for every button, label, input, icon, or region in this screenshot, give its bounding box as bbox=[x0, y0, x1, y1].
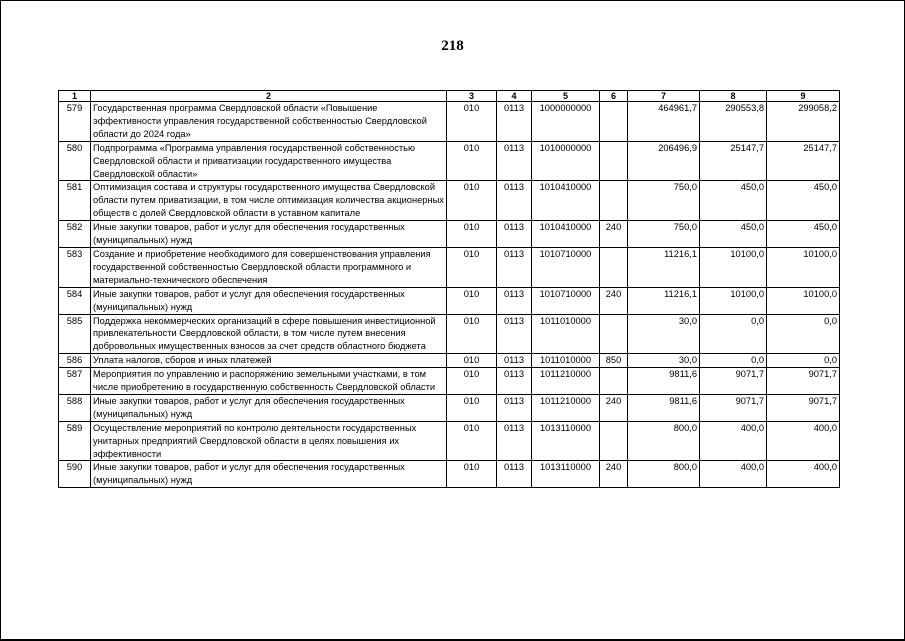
row-section-code: 0113 bbox=[497, 287, 532, 314]
row-ministry-code: 010 bbox=[447, 421, 497, 461]
row-ministry-code: 010 bbox=[447, 461, 497, 488]
row-ministry-code: 010 bbox=[447, 247, 497, 287]
row-ministry-code: 010 bbox=[447, 314, 497, 354]
table-row bbox=[59, 247, 840, 287]
row-expense-type-code bbox=[600, 102, 628, 142]
row-amount-col-8: 0,0 bbox=[700, 354, 767, 368]
row-number: 580 bbox=[59, 141, 91, 181]
row-ministry-code: 010 bbox=[447, 394, 497, 421]
row-expense-type-code: 240 bbox=[600, 287, 628, 314]
row-description: Создание и приобретение необходимого для совершенствования управления государственной собственностью Свердловской области программного и материально-технического обеспечения bbox=[91, 247, 447, 287]
row-target-article-code: 1010710000 bbox=[532, 287, 600, 314]
header-col-9: 9 bbox=[767, 91, 840, 102]
row-amount-col-9: 299058,2 bbox=[767, 102, 840, 142]
row-amount-col-8: 10100,0 bbox=[700, 247, 767, 287]
row-amount-col-7: 9811,6 bbox=[628, 368, 700, 395]
row-amount-col-8: 450,0 bbox=[700, 181, 767, 221]
row-number: 590 bbox=[59, 461, 91, 488]
row-section-code: 0113 bbox=[497, 421, 532, 461]
row-amount-col-8: 290553,8 bbox=[700, 102, 767, 142]
row-amount-col-7: 11216,1 bbox=[628, 247, 700, 287]
row-ministry-code: 010 bbox=[447, 287, 497, 314]
row-expense-type-code bbox=[600, 314, 628, 354]
row-amount-col-8: 25147,7 bbox=[700, 141, 767, 181]
row-ministry-code: 010 bbox=[447, 221, 497, 248]
row-expense-type-code bbox=[600, 368, 628, 395]
table-row bbox=[59, 287, 840, 314]
row-number: 581 bbox=[59, 181, 91, 221]
table-body bbox=[59, 102, 840, 488]
row-amount-col-7: 750,0 bbox=[628, 221, 700, 248]
row-amount-col-9: 0,0 bbox=[767, 314, 840, 354]
row-description: Иные закупки товаров, работ и услуг для обеспечения государственных (муниципальных) нужд bbox=[91, 394, 447, 421]
header-col-1: 1 bbox=[59, 91, 91, 102]
row-expense-type-code bbox=[600, 141, 628, 181]
row-target-article-code: 1010410000 bbox=[532, 181, 600, 221]
header-col-3: 3 bbox=[447, 91, 497, 102]
table-row bbox=[59, 181, 840, 221]
row-target-article-code: 1011210000 bbox=[532, 394, 600, 421]
row-description: Государственная программа Свердловской области «Повышение эффективности управления государственной собственностью Свердловской области до 2024 года» bbox=[91, 102, 447, 142]
row-amount-col-7: 464961,7 bbox=[628, 102, 700, 142]
row-amount-col-9: 400,0 bbox=[767, 421, 840, 461]
row-amount-col-8: 0,0 bbox=[700, 314, 767, 354]
row-amount-col-8: 9071,7 bbox=[700, 368, 767, 395]
row-amount-col-9: 400,0 bbox=[767, 461, 840, 488]
row-amount-col-7: 206496,9 bbox=[628, 141, 700, 181]
row-amount-col-8: 450,0 bbox=[700, 221, 767, 248]
row-section-code: 0113 bbox=[497, 247, 532, 287]
row-amount-col-8: 400,0 bbox=[700, 421, 767, 461]
header-col-5: 5 bbox=[532, 91, 600, 102]
row-target-article-code: 1010410000 bbox=[532, 221, 600, 248]
row-number: 582 bbox=[59, 221, 91, 248]
table-row bbox=[59, 314, 840, 354]
table-row bbox=[59, 102, 840, 142]
row-section-code: 0113 bbox=[497, 394, 532, 421]
row-description: Иные закупки товаров, работ и услуг для обеспечения государственных (муниципальных) нужд bbox=[91, 287, 447, 314]
row-amount-col-8: 400,0 bbox=[700, 461, 767, 488]
row-amount-col-9: 10100,0 bbox=[767, 247, 840, 287]
header-col-4: 4 bbox=[497, 91, 532, 102]
row-expense-type-code bbox=[600, 421, 628, 461]
table-row bbox=[59, 421, 840, 461]
row-section-code: 0113 bbox=[497, 221, 532, 248]
table-row bbox=[59, 354, 840, 368]
row-amount-col-7: 750,0 bbox=[628, 181, 700, 221]
row-expense-type-code: 240 bbox=[600, 394, 628, 421]
row-amount-col-9: 9071,7 bbox=[767, 394, 840, 421]
row-section-code: 0113 bbox=[497, 314, 532, 354]
table-row bbox=[59, 461, 840, 488]
row-ministry-code: 010 bbox=[447, 181, 497, 221]
table-row bbox=[59, 368, 840, 395]
row-amount-col-9: 25147,7 bbox=[767, 141, 840, 181]
row-amount-col-9: 450,0 bbox=[767, 181, 840, 221]
row-ministry-code: 010 bbox=[447, 102, 497, 142]
row-amount-col-7: 30,0 bbox=[628, 314, 700, 354]
row-number: 589 bbox=[59, 421, 91, 461]
row-expense-type-code: 850 bbox=[600, 354, 628, 368]
table-row bbox=[59, 394, 840, 421]
row-target-article-code: 1011010000 bbox=[532, 314, 600, 354]
table-row bbox=[59, 221, 840, 248]
row-amount-col-9: 10100,0 bbox=[767, 287, 840, 314]
row-expense-type-code: 240 bbox=[600, 221, 628, 248]
row-target-article-code: 1011010000 bbox=[532, 354, 600, 368]
row-target-article-code: 1010710000 bbox=[532, 247, 600, 287]
row-description: Поддержка некоммерческих организаций в сфере повышения инвестиционной привлекательности Свердловской области, в том числе путем внесения добровольных имущественных взносов за счет средств областного бюджета bbox=[91, 314, 447, 354]
row-expense-type-code: 240 bbox=[600, 461, 628, 488]
row-amount-col-9: 450,0 bbox=[767, 221, 840, 248]
row-section-code: 0113 bbox=[497, 368, 532, 395]
row-target-article-code: 1013110000 bbox=[532, 461, 600, 488]
row-description: Иные закупки товаров, работ и услуг для обеспечения государственных (муниципальных) нужд bbox=[91, 221, 447, 248]
row-section-code: 0113 bbox=[497, 141, 532, 181]
row-number: 586 bbox=[59, 354, 91, 368]
header-col-7: 7 bbox=[628, 91, 700, 102]
header-col-8: 8 bbox=[700, 91, 767, 102]
row-amount-col-9: 0,0 bbox=[767, 354, 840, 368]
row-ministry-code: 010 bbox=[447, 368, 497, 395]
row-amount-col-7: 11216,1 bbox=[628, 287, 700, 314]
row-ministry-code: 010 bbox=[447, 354, 497, 368]
row-description: Мероприятия по управлению и распоряжению земельными участками, в том числе приобретению в государственную собственность Свердловской области bbox=[91, 368, 447, 395]
row-section-code: 0113 bbox=[497, 354, 532, 368]
row-description: Уплата налогов, сборов и иных платежей bbox=[91, 354, 447, 368]
row-description: Осуществление мероприятий по контролю деятельности государственных унитарных предприятий Свердловской области в целях повышения их эффективности bbox=[91, 421, 447, 461]
budget-table bbox=[58, 90, 840, 488]
row-amount-col-7: 800,0 bbox=[628, 421, 700, 461]
row-number: 587 bbox=[59, 368, 91, 395]
row-target-article-code: 1010000000 bbox=[532, 141, 600, 181]
row-section-code: 0113 bbox=[497, 102, 532, 142]
row-amount-col-7: 30,0 bbox=[628, 354, 700, 368]
row-number: 584 bbox=[59, 287, 91, 314]
row-description: Оптимизация состава и структуры государственного имущества Свердловской области путем приватизации, в том числе оптимизация количества акционерных обществ с долей Свердловской области в уставном капитале bbox=[91, 181, 447, 221]
row-expense-type-code bbox=[600, 181, 628, 221]
row-ministry-code: 010 bbox=[447, 141, 497, 181]
row-number: 588 bbox=[59, 394, 91, 421]
row-amount-col-8: 9071,7 bbox=[700, 394, 767, 421]
table-row bbox=[59, 141, 840, 181]
header-col-6: 6 bbox=[600, 91, 628, 102]
row-amount-col-9: 9071,7 bbox=[767, 368, 840, 395]
row-target-article-code: 1000000000 bbox=[532, 102, 600, 142]
row-number: 583 bbox=[59, 247, 91, 287]
page-number: 218 bbox=[441, 38, 464, 54]
row-description: Подпрограмма «Программа управления государственной собственностью Свердловской области и приватизации государственного имущества Свердловской области» bbox=[91, 141, 447, 181]
row-expense-type-code bbox=[600, 247, 628, 287]
row-number: 579 bbox=[59, 102, 91, 142]
row-section-code: 0113 bbox=[497, 461, 532, 488]
header-col-2: 2 bbox=[91, 91, 447, 102]
table-header-row bbox=[59, 91, 840, 102]
row-section-code: 0113 bbox=[497, 181, 532, 221]
row-target-article-code: 1013110000 bbox=[532, 421, 600, 461]
row-target-article-code: 1011210000 bbox=[532, 368, 600, 395]
row-description: Иные закупки товаров, работ и услуг для обеспечения государственных (муниципальных) нужд bbox=[91, 461, 447, 488]
row-number: 585 bbox=[59, 314, 91, 354]
row-amount-col-7: 800,0 bbox=[628, 461, 700, 488]
row-amount-col-7: 9811,6 bbox=[628, 394, 700, 421]
row-amount-col-8: 10100,0 bbox=[700, 287, 767, 314]
